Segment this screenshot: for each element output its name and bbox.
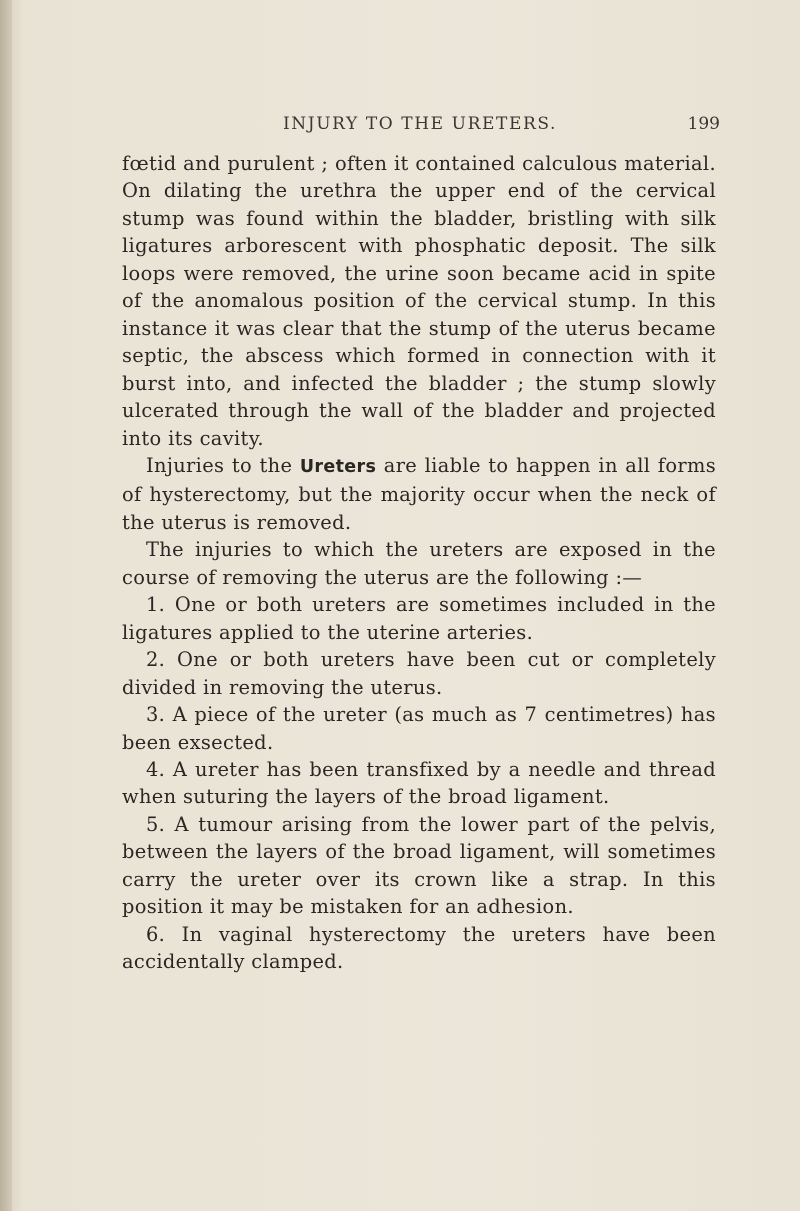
paragraph-continuation: fœtid and purulent ; often it contained calculous material. On dilating the urethra the upper end of the cervical stump was found within the bladder, bristling with silk ligatures arborescent with phosphatic deposit. The silk loops were removed, the urine soon became acid in spite of the anomalous position of the cervical stump. In this instance it was clear that the stump of the uterus became septic, the abscess which formed in connection with it burst into, and infected the bladder ; the stump slowly ulcerated through the wall of the bladder and projected into its cavity. <box>122 152 716 450</box>
page-number: 199 <box>687 114 720 134</box>
list-item: 5. A tumour arising from the lower part of the pelvis, between the layers of the broad ligament, will sometimes carry the ureter over its crown like a strap. In this position it may be mistaken for an adhesion. <box>122 812 716 919</box>
list-item: 2. One or both ureters have been cut or completely divided in removing the uterus. <box>122 648 716 699</box>
paragraph-list-intro: The injuries to which the ureters are exposed in the course of removing the uterus are the following :— <box>122 538 716 589</box>
paragraph-ureter-injuries <box>122 452 716 536</box>
body-text <box>122 150 716 976</box>
paragraph-ureter-injuries-rest: are liable to happen in all forms of hysterectomy, but the majority occur when the neck of the uterus is removed. <box>122 453 717 534</box>
bold-term-ureters: Ureters <box>299 456 377 477</box>
list-item: 1. One or both ureters are sometimes included in the ligatures applied to the uterine arteries. <box>122 593 716 644</box>
list-item: 6. In vaginal hysterectomy the ureters have been accidentally clamped. <box>122 922 716 974</box>
page-gutter-shadow <box>0 0 12 1211</box>
running-head <box>120 114 720 140</box>
list-item: 3. A piece of the ureter (as much as 7 centimetres) has been exsected. <box>122 703 716 754</box>
list-item: 4. A ureter has been transfixed by a needle and thread when suturing the layers of the broad ligament. <box>122 757 716 809</box>
running-title: INJURY TO THE URETERS. <box>282 114 558 134</box>
paragraph-ureter-injuries-lead: Injuries to the <box>146 453 300 477</box>
